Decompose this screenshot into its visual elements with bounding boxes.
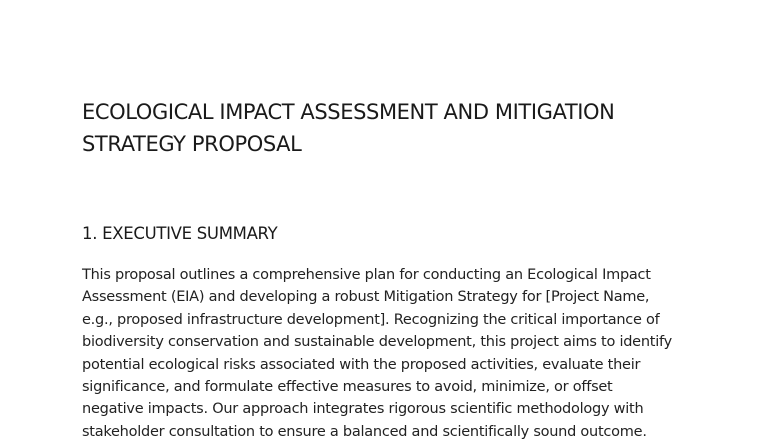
paragraph-line: potential ecological risks associated with the proposed activities, evaluate their (82, 356, 641, 373)
paragraph-line: Assessment (EIA) and developing a robust Mitigation Strategy for [Project Name, (82, 289, 650, 306)
executive-summary-paragraph (82, 264, 722, 441)
section-heading-executive-summary: 1. EXECUTIVE SUMMARY (82, 224, 278, 243)
document-title-line: STRATEGY PROPOSAL (82, 132, 302, 156)
document-title (82, 96, 722, 160)
paragraph-line: This proposal outlines a comprehensive plan for conducting an Ecological Impact (82, 267, 651, 283)
paragraph-line: negative impacts. Our approach integrates rigorous scientific methodology with (82, 401, 644, 418)
document-title-line: ECOLOGICAL IMPACT ASSESSMENT AND MITIGATION (82, 100, 615, 124)
paragraph-line: stakeholder consultation to ensure a balanced and scientifically sound outcome. (82, 423, 647, 440)
paragraph-line: significance, and formulate effective measures to avoid, minimize, or offset (82, 379, 613, 396)
paragraph-line: biodiversity conservation and sustainable development, this project aims to identify (82, 334, 672, 351)
paragraph-line: e.g., proposed infrastructure development]. Recognizing the critical importance of (82, 311, 660, 328)
